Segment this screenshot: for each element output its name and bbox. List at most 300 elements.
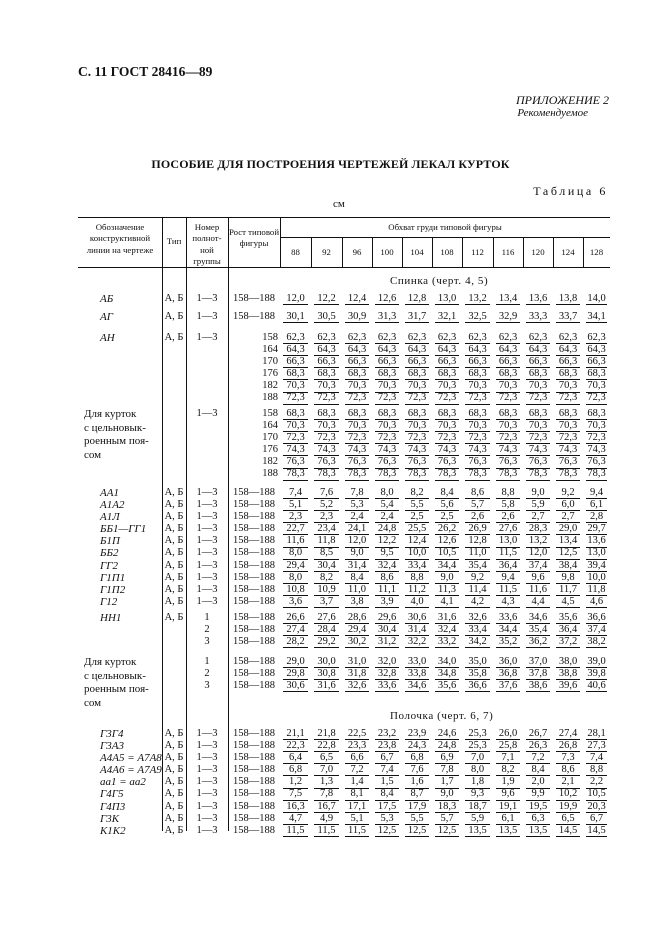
- value-underline: [345, 763, 369, 764]
- value-underline: [465, 343, 490, 344]
- value-underline: [586, 392, 607, 393]
- row-group: 1 2 3: [204, 656, 210, 692]
- value-underline: [314, 367, 339, 368]
- value-underline: [345, 404, 369, 405]
- row-value: 30,9: [347, 311, 367, 322]
- value-underline: [435, 571, 459, 572]
- value-underline: [556, 480, 580, 481]
- value-underline: [586, 824, 607, 825]
- row-value: 36,6 37,4 38,2: [587, 612, 606, 648]
- value-underline: [375, 635, 399, 636]
- value-underline: [375, 510, 399, 511]
- value-underline: [586, 404, 607, 405]
- row-group: 1—3: [196, 408, 218, 419]
- value-underline: [526, 379, 550, 380]
- value-underline: [283, 322, 308, 323]
- value-underline: [375, 623, 399, 624]
- value-underline: [586, 367, 607, 368]
- value-underline: [435, 763, 459, 764]
- value-underline: [405, 824, 429, 825]
- value-underline: [405, 739, 429, 740]
- value-underline: [314, 343, 339, 344]
- value-underline: [556, 739, 580, 740]
- value-underline: [435, 404, 459, 405]
- row-type: А, Б: [164, 311, 184, 322]
- value-underline: [556, 623, 580, 624]
- value-underline: [283, 679, 308, 680]
- value-underline: [375, 367, 399, 368]
- value-underline: [314, 404, 339, 405]
- row-value: 26,0 25,8 7,1 8,2 1,9 9,6 19,1 6,1 13,5: [498, 728, 518, 836]
- value-underline: [345, 623, 369, 624]
- value-underline: [345, 836, 369, 837]
- value-underline: [405, 322, 429, 323]
- row-value: 31,3: [377, 311, 397, 322]
- value-underline: [283, 455, 308, 456]
- row-value: 33,3: [528, 311, 548, 322]
- value-underline: [314, 607, 339, 608]
- value-underline: [345, 480, 369, 481]
- value-underline: [375, 647, 399, 648]
- value-underline: [314, 812, 339, 813]
- value-underline: [314, 751, 339, 752]
- row-value: 68,3 70,3 72,3 74,3 76,3 78,3: [587, 408, 606, 480]
- row-value: 30,0 30,8 31,6: [317, 656, 336, 692]
- value-underline: [375, 455, 399, 456]
- value-underline: [435, 559, 459, 560]
- value-underline: [556, 322, 580, 323]
- value-underline: [314, 534, 339, 535]
- value-underline: [283, 468, 308, 469]
- value-underline: [435, 468, 459, 469]
- value-underline: [283, 379, 308, 380]
- value-underline: [556, 392, 580, 393]
- value-underline: [345, 468, 369, 469]
- value-underline: [496, 547, 520, 548]
- row-value: 8,2 5,5 2,5 25,5 12,4 10,0 33,4 8,8 11,2 4,0: [407, 487, 427, 607]
- value-underline: [314, 635, 339, 636]
- value-underline: [465, 595, 490, 596]
- value-underline: [526, 534, 550, 535]
- value-underline: [375, 392, 399, 393]
- row-value: 12,2: [317, 293, 336, 304]
- value-underline: [435, 679, 459, 680]
- row-value: 32,5: [468, 311, 487, 322]
- value-underline: [586, 480, 607, 481]
- value-underline: [405, 431, 429, 432]
- value-underline: [526, 443, 550, 444]
- value-underline: [435, 547, 459, 548]
- value-underline: [556, 379, 580, 380]
- value-underline: [405, 367, 429, 368]
- value-underline: [465, 812, 490, 813]
- appendix-title: ПРИЛОЖЕНИЕ 2: [516, 93, 609, 107]
- value-underline: [586, 775, 607, 776]
- value-underline: [556, 691, 580, 692]
- row-value: 9,4 6,1 2,8 29,7 13,6 13,0 39,4 10,0 11,8 4,6: [587, 487, 606, 607]
- value-underline: [405, 534, 429, 535]
- row-value: 28,6 29,4 30,2: [347, 612, 367, 648]
- row-type: А, Б: [164, 612, 184, 623]
- row-value: 9,0 5,9 2,7 28,3 13,2 12,0 37,4 9,6 11,6 4,4: [528, 487, 548, 607]
- value-underline: [526, 392, 550, 393]
- value-underline: [556, 367, 580, 368]
- row-value: 62,3 64,3 66,3 68,3 70,3 72,3: [347, 332, 367, 404]
- value-underline: [405, 635, 429, 636]
- value-underline: [586, 691, 607, 692]
- value-underline: [526, 468, 550, 469]
- row-value: 62,3 64,3 66,3 68,3 70,3 72,3: [587, 332, 606, 404]
- value-underline: [465, 510, 490, 511]
- row-value: 33,6 34,4 35,2: [498, 612, 518, 648]
- value-underline: [496, 343, 520, 344]
- row-value: 7,6 5,2 2,3 23,4 11,8 8,5 30,4 8,2 10,9 3,7: [317, 487, 336, 607]
- value-underline: [405, 443, 429, 444]
- value-underline: [314, 559, 339, 560]
- row-value: 34,6 35,4 36,2: [528, 612, 548, 648]
- row-label: АГ: [100, 311, 113, 323]
- value-underline: [496, 404, 520, 405]
- value-underline: [405, 355, 429, 356]
- value-underline: [405, 583, 429, 584]
- value-underline: [375, 498, 399, 499]
- row-value: 62,3 64,3 66,3 68,3 70,3 72,3: [286, 332, 305, 404]
- row-group: 1—3: [196, 311, 218, 322]
- value-underline: [586, 607, 607, 608]
- value-underline: [465, 691, 490, 692]
- value-underline: [345, 392, 369, 393]
- value-underline: [435, 647, 459, 648]
- row-value: 13,4: [498, 293, 518, 304]
- value-underline: [283, 355, 308, 356]
- value-underline: [375, 322, 399, 323]
- value-underline: [283, 775, 308, 776]
- value-underline: [314, 510, 339, 511]
- value-underline: [465, 392, 490, 393]
- row-value: 12,8: [407, 293, 427, 304]
- value-underline: [556, 443, 580, 444]
- value-underline: [526, 763, 550, 764]
- value-underline: [435, 355, 459, 356]
- value-underline: [375, 547, 399, 548]
- row-value: 31,0 31,8 32,6: [347, 656, 367, 692]
- row-group: 1 2 3: [204, 612, 210, 648]
- value-underline: [465, 679, 490, 680]
- row-label: АБ: [100, 293, 114, 305]
- value-underline: [283, 443, 308, 444]
- value-underline: [375, 355, 399, 356]
- value-underline: [496, 647, 520, 648]
- value-underline: [283, 510, 308, 511]
- value-underline: [526, 343, 550, 344]
- value-underline: [496, 379, 520, 380]
- chest-size-100: 100: [380, 247, 394, 257]
- value-underline: [435, 304, 459, 305]
- value-underline: [405, 559, 429, 560]
- value-underline: [345, 304, 369, 305]
- row-height: 158—188 158—188 158—188 158—188 158—188 158—188 158—188 158—188 158—188: [233, 728, 275, 836]
- value-underline: [586, 623, 607, 624]
- value-underline: [526, 547, 550, 548]
- value-underline: [556, 800, 580, 801]
- row-value: 28,1 27,3 7,4 8,8 2,2 10,5 20,3 6,7 14,5: [587, 728, 606, 836]
- value-underline: [526, 583, 550, 584]
- value-underline: [496, 355, 520, 356]
- value-underline: [405, 547, 429, 548]
- value-underline: [556, 547, 580, 548]
- value-underline: [345, 534, 369, 535]
- value-underline: [526, 836, 550, 837]
- value-underline: [556, 498, 580, 499]
- chest-size-92: 92: [322, 247, 331, 257]
- value-underline: [556, 763, 580, 764]
- row-value: 36,0 36,8 37,6: [498, 656, 518, 692]
- value-underline: [496, 751, 520, 752]
- value-underline: [375, 534, 399, 535]
- row-group: 1—3: [196, 293, 218, 304]
- value-underline: [375, 583, 399, 584]
- value-underline: [465, 824, 490, 825]
- value-underline: [556, 595, 580, 596]
- value-underline: [345, 343, 369, 344]
- row-label: АН: [100, 332, 115, 344]
- value-underline: [465, 355, 490, 356]
- section-title: Полочка (черт. 6, 7): [390, 710, 494, 722]
- row-height: 158—188 158—188 158—188: [233, 612, 275, 648]
- value-underline: [435, 607, 459, 608]
- value-underline: [526, 571, 550, 572]
- value-underline: [375, 443, 399, 444]
- value-underline: [435, 635, 459, 636]
- value-underline: [345, 607, 369, 608]
- value-underline: [496, 635, 520, 636]
- row-value: 12,4: [347, 293, 367, 304]
- value-underline: [526, 824, 550, 825]
- value-underline: [314, 304, 339, 305]
- value-underline: [283, 404, 308, 405]
- value-underline: [375, 667, 399, 668]
- row-value: 32,0 32,8 33,6: [377, 656, 397, 692]
- value-underline: [465, 751, 490, 752]
- value-underline: [496, 455, 520, 456]
- value-underline: [465, 559, 490, 560]
- value-underline: [435, 498, 459, 499]
- value-underline: [345, 583, 369, 584]
- value-underline: [586, 498, 607, 499]
- chest-size-120: 120: [531, 247, 545, 257]
- value-underline: [314, 547, 339, 548]
- value-underline: [465, 788, 490, 789]
- row-value: 9,2 6,0 2,7 29,0 13,4 12,5 38,4 9,8 11,7 4,5: [558, 487, 578, 607]
- page-header: С. 11 ГОСТ 28416—89: [78, 64, 213, 79]
- value-underline: [496, 775, 520, 776]
- value-underline: [314, 419, 339, 420]
- value-underline: [496, 812, 520, 813]
- row-value: 35,0 35,8 36,6: [468, 656, 487, 692]
- value-underline: [345, 510, 369, 511]
- value-underline: [526, 498, 550, 499]
- row-value: 62,3 64,3 66,3 68,3 70,3 72,3: [498, 332, 518, 404]
- value-underline: [435, 836, 459, 837]
- value-underline: [283, 392, 308, 393]
- value-underline: [435, 343, 459, 344]
- value-underline: [375, 836, 399, 837]
- value-underline: [435, 788, 459, 789]
- value-underline: [526, 419, 550, 420]
- row-value: 8,6 5,7 2,6 26,9 12,8 11,0 35,4 9,2 11,4 4,2: [468, 487, 487, 607]
- row-height: 158—188: [233, 293, 275, 304]
- value-underline: [556, 559, 580, 560]
- document-title: ПОСОБИЕ ДЛЯ ПОСТРОЕНИЯ ЧЕРТЕЖЕЙ ЛЕКАЛ КУРТОК: [151, 157, 510, 171]
- value-underline: [435, 739, 459, 740]
- value-underline: [345, 691, 369, 692]
- value-underline: [283, 571, 308, 572]
- value-underline: [314, 431, 339, 432]
- value-underline: [283, 824, 308, 825]
- value-underline: [435, 583, 459, 584]
- value-underline: [526, 355, 550, 356]
- value-underline: [465, 404, 490, 405]
- group-header: Номер полнот- ной группы: [192, 222, 222, 267]
- row-value: 32,9: [498, 311, 518, 322]
- row-value: 68,3 70,3 72,3 74,3 76,3 78,3: [437, 408, 457, 480]
- value-underline: [405, 392, 429, 393]
- value-underline: [314, 571, 339, 572]
- value-underline: [586, 419, 607, 420]
- value-underline: [405, 595, 429, 596]
- value-underline: [314, 455, 339, 456]
- value-underline: [283, 667, 308, 668]
- value-underline: [556, 343, 580, 344]
- value-underline: [496, 623, 520, 624]
- row-value: 62,3 64,3 66,3 68,3 70,3 72,3: [377, 332, 397, 404]
- value-underline: [375, 343, 399, 344]
- value-underline: [314, 824, 339, 825]
- value-underline: [375, 800, 399, 801]
- value-underline: [345, 812, 369, 813]
- appendix-note: Рекомендуемое: [517, 107, 588, 119]
- value-underline: [435, 419, 459, 420]
- value-underline: [526, 788, 550, 789]
- row-value: 62,3 64,3 66,3 68,3 70,3 72,3: [528, 332, 548, 404]
- value-underline: [283, 343, 308, 344]
- value-underline: [283, 419, 308, 420]
- value-underline: [556, 522, 580, 523]
- chest-size-88: 88: [291, 247, 300, 257]
- row-height: 158—188 158—188 158—188 158—188 158—188 158—188 158—188 158—188 158—188 158—188: [233, 487, 275, 607]
- value-underline: [496, 522, 520, 523]
- value-underline: [314, 480, 339, 481]
- row-value: 30,6 31,4 32,2: [407, 612, 427, 648]
- row-value: 62,3 64,3 66,3 68,3 70,3 72,3: [468, 332, 487, 404]
- row-value: 68,3 70,3 72,3 74,3 76,3 78,3: [407, 408, 427, 480]
- value-underline: [526, 623, 550, 624]
- value-underline: [465, 443, 490, 444]
- row-value: 62,3 64,3 66,3 68,3 70,3 72,3: [317, 332, 336, 404]
- value-underline: [405, 468, 429, 469]
- value-underline: [345, 355, 369, 356]
- value-underline: [526, 667, 550, 668]
- row-group: 1—3 1—3 1—3 1—3 1—3 1—3 1—3 1—3 1—3 1—3: [196, 487, 218, 607]
- value-underline: [556, 534, 580, 535]
- value-underline: [556, 510, 580, 511]
- row-value: 38,0 38,8 39,6: [558, 656, 578, 692]
- value-underline: [375, 468, 399, 469]
- value-underline: [496, 595, 520, 596]
- value-underline: [496, 739, 520, 740]
- value-underline: [496, 824, 520, 825]
- row-value: 25,3 25,3 7,0 8,0 1,8 9,3 18,7 5,9 13,5: [468, 728, 487, 836]
- value-underline: [405, 455, 429, 456]
- value-underline: [314, 498, 339, 499]
- value-underline: [496, 607, 520, 608]
- value-underline: [465, 635, 490, 636]
- value-underline: [586, 559, 607, 560]
- value-underline: [283, 595, 308, 596]
- value-underline: [586, 595, 607, 596]
- value-underline: [586, 812, 607, 813]
- value-underline: [556, 679, 580, 680]
- value-underline: [314, 667, 339, 668]
- value-underline: [375, 788, 399, 789]
- value-underline: [405, 343, 429, 344]
- value-underline: [345, 667, 369, 668]
- value-underline: [375, 739, 399, 740]
- value-underline: [586, 443, 607, 444]
- value-underline: [496, 392, 520, 393]
- value-underline: [314, 788, 339, 789]
- value-underline: [526, 522, 550, 523]
- row-value: 13,0: [437, 293, 457, 304]
- value-underline: [496, 836, 520, 837]
- body-col-rule-height: [228, 267, 229, 831]
- value-underline: [375, 751, 399, 752]
- row-value: 34,0 34,8 35,6: [437, 656, 457, 692]
- table-number: Таблица 6: [533, 184, 608, 198]
- value-underline: [435, 522, 459, 523]
- value-underline: [556, 647, 580, 648]
- value-underline: [345, 367, 369, 368]
- value-underline: [556, 607, 580, 608]
- row-value: 31,7: [407, 311, 427, 322]
- value-underline: [405, 775, 429, 776]
- value-underline: [586, 788, 607, 789]
- value-underline: [465, 431, 490, 432]
- row-value: 30,1: [286, 311, 305, 322]
- value-underline: [526, 751, 550, 752]
- value-underline: [314, 468, 339, 469]
- value-underline: [405, 571, 429, 572]
- value-underline: [556, 355, 580, 356]
- value-underline: [556, 667, 580, 668]
- value-underline: [345, 443, 369, 444]
- value-underline: [435, 510, 459, 511]
- value-underline: [526, 510, 550, 511]
- value-underline: [405, 812, 429, 813]
- value-underline: [435, 379, 459, 380]
- row-value: 26,6 27,4 28,2: [286, 612, 305, 648]
- value-underline: [283, 739, 308, 740]
- row-value: 37,0 37,8 38,6: [528, 656, 548, 692]
- row-value: 13,6: [528, 293, 548, 304]
- value-underline: [314, 379, 339, 380]
- row-value: 7,4 5,1 2,3 22,7 11,6 8,0 29,4 8,0 10,8 3,6: [286, 487, 305, 607]
- value-underline: [526, 455, 550, 456]
- value-underline: [405, 304, 429, 305]
- value-underline: [283, 583, 308, 584]
- row-value: 62,3 64,3 66,3 68,3 70,3 72,3: [407, 332, 427, 404]
- value-underline: [465, 667, 490, 668]
